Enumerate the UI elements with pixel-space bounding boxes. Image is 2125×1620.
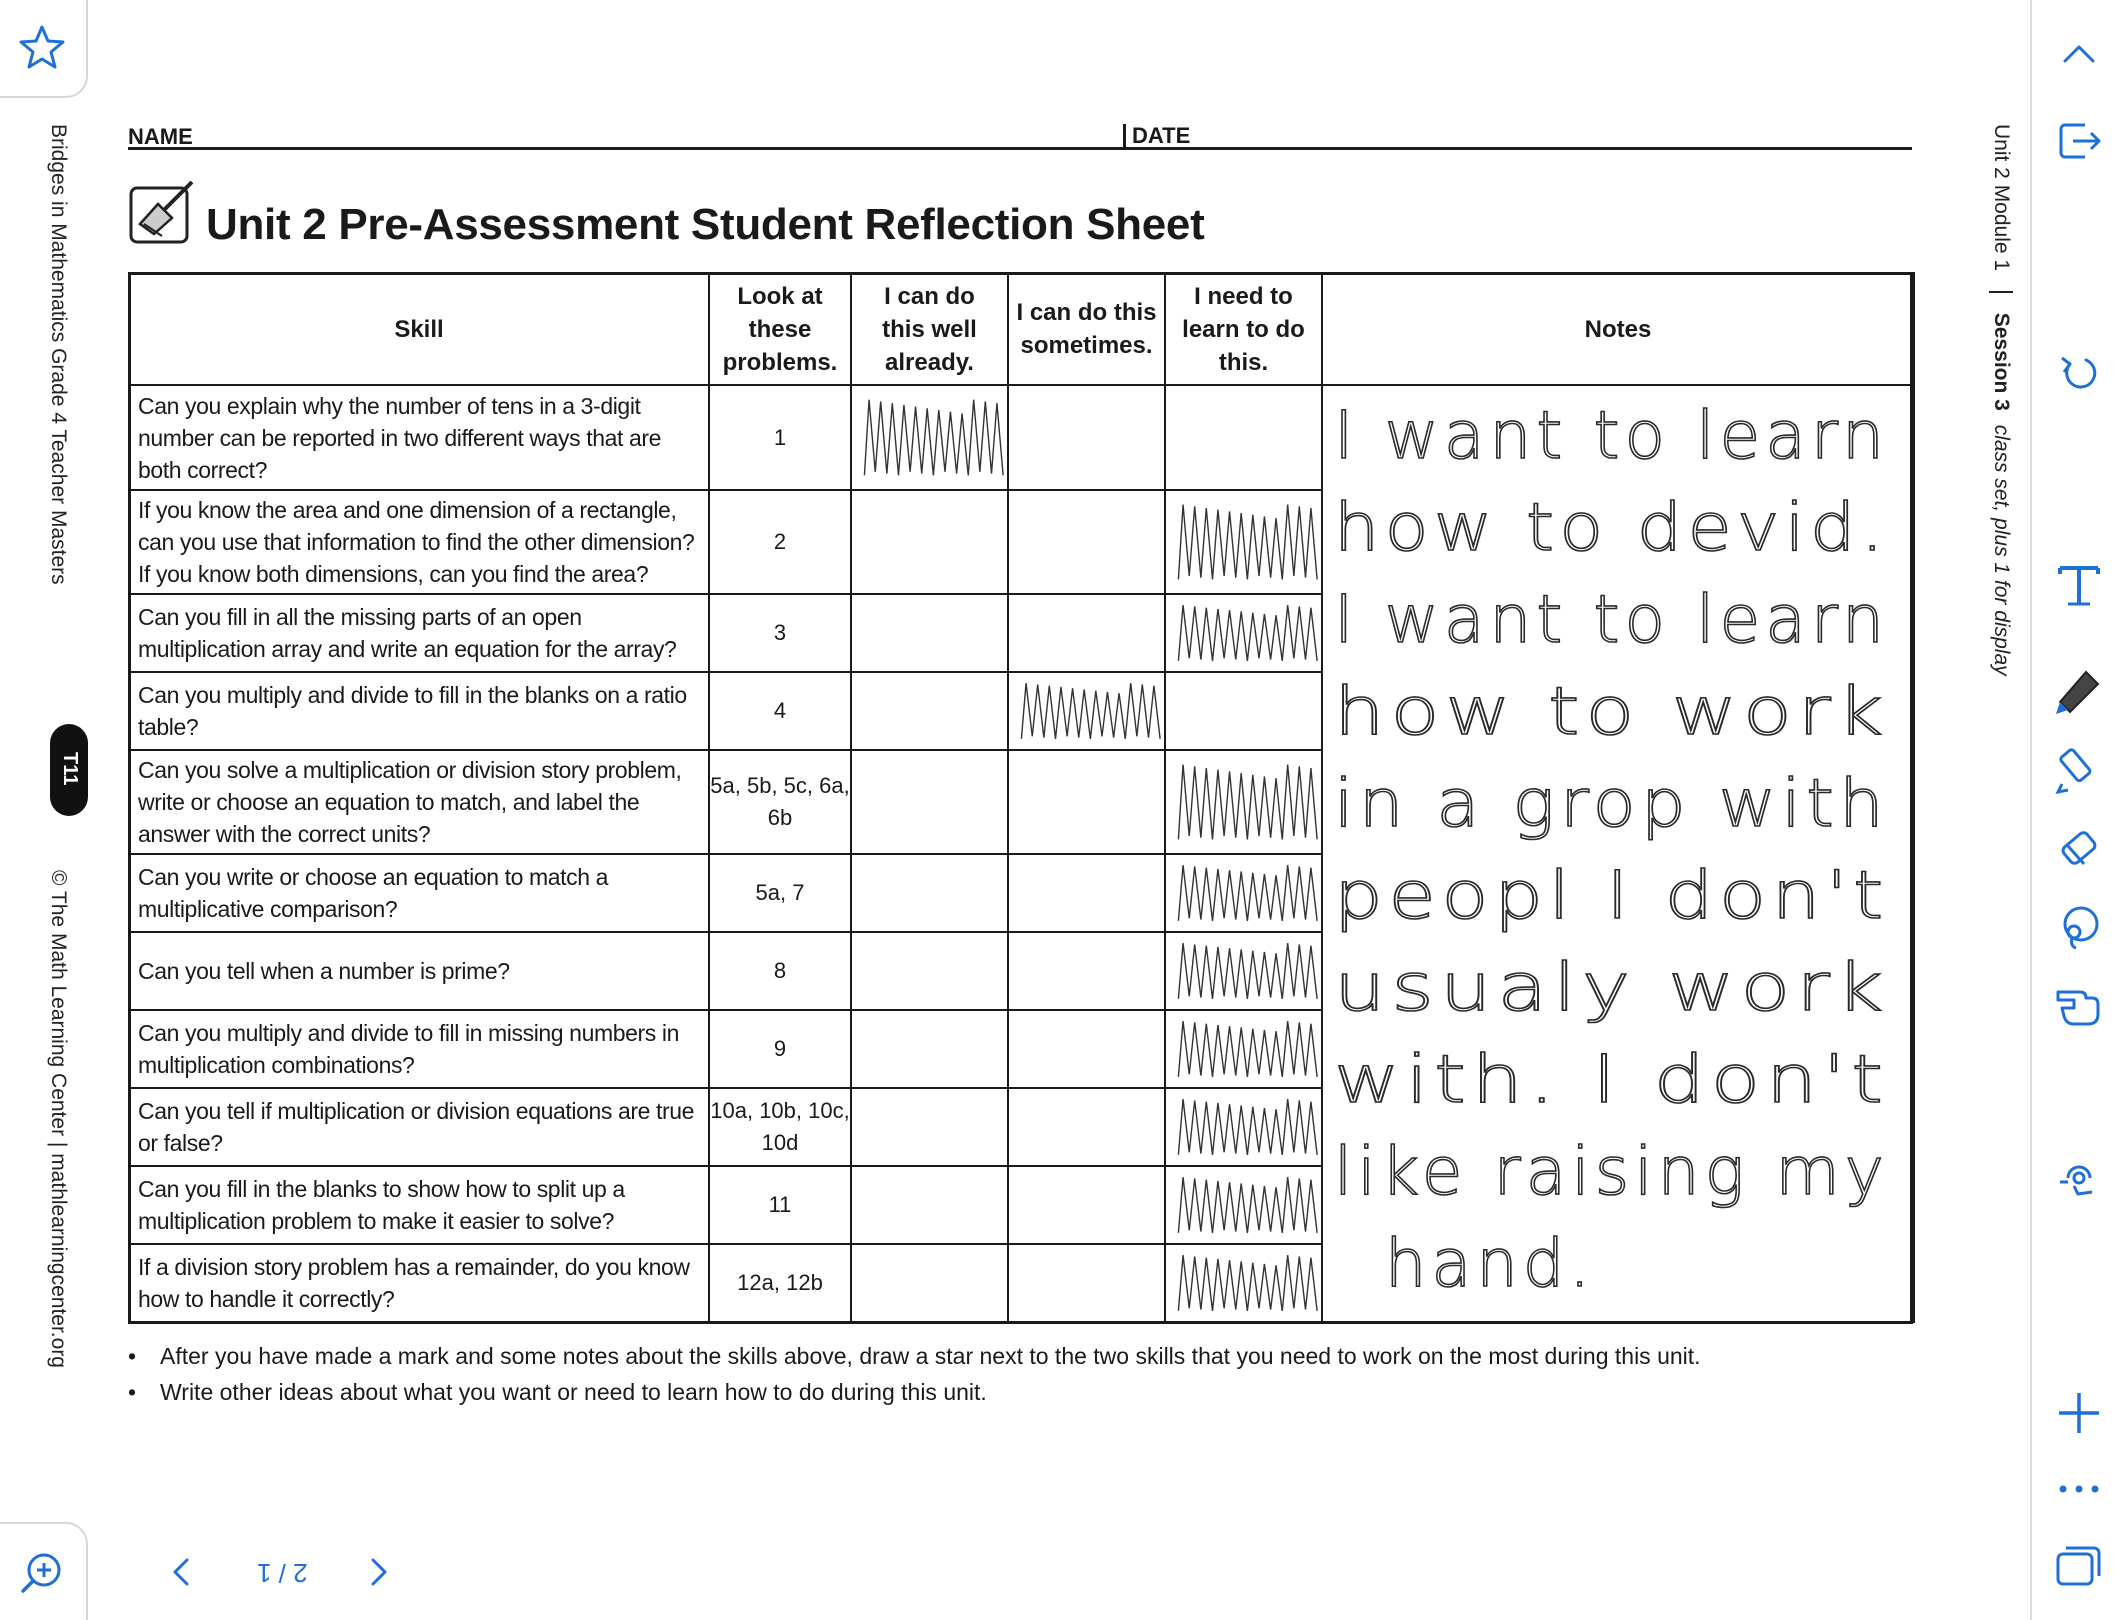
mark-cell-learn[interactable] <box>1165 594 1322 672</box>
instruction-item: • Write other ideas about what you want or need to learn how to do during this unit. <box>128 1374 1701 1410</box>
handwritten-line: hand. <box>1385 1225 1595 1302</box>
worksheet-icon <box>128 178 198 248</box>
skill-cell: Can you tell when a number is prime? <box>129 932 709 1010</box>
problems-cell: 4 <box>709 672 851 750</box>
skill-cell: Can you tell if multiplication or division equations are true or false? <box>129 1088 709 1166</box>
more-button[interactable] <box>2050 1460 2108 1518</box>
publisher-line: Bridges in Mathematics Grade 4 Teacher Masters <box>47 124 70 585</box>
chevron-up-icon <box>2057 31 2101 75</box>
mark-cell-learn[interactable] <box>1165 490 1322 594</box>
mark-cell-learn[interactable] <box>1165 1244 1322 1322</box>
pages-button[interactable] <box>2050 1536 2108 1594</box>
problems-cell: 5a, 5b, 5c, 6a, 6b <box>709 750 851 854</box>
lasso-tool-button[interactable] <box>2050 898 2108 956</box>
session-label: Unit 2 Module 1 Session 3 class set, plus 1 for display <box>1990 124 2013 676</box>
mark-cell-sometimes[interactable] <box>1008 672 1165 750</box>
mark-cell-learn[interactable] <box>1165 932 1322 1010</box>
skill-cell: Can you write or choose an equation to match a multiplicative comparison? <box>129 854 709 932</box>
problems-cell: 12a, 12b <box>709 1244 851 1322</box>
share-icon <box>2055 117 2103 165</box>
pen-icon <box>2052 662 2106 716</box>
skill-cell: Can you explain why the number of tens in a 3-digit number can be reported in two different ways that are both correct? <box>129 385 709 490</box>
previous-page-button[interactable] <box>156 1548 204 1596</box>
table-header-row <box>129 273 1914 385</box>
mark-cell-sometimes[interactable] <box>1008 854 1165 932</box>
mark-cell-sometimes[interactable] <box>1008 1244 1165 1322</box>
pen-tool-button[interactable] <box>2050 660 2108 718</box>
collapse-toolbar-button[interactable] <box>2050 24 2108 82</box>
header-sometimes: I can do this sometimes. <box>1008 273 1165 385</box>
mark-cell-well[interactable] <box>851 1088 1008 1166</box>
eraser-tool-button[interactable] <box>2050 820 2108 878</box>
mark-cell-sometimes[interactable] <box>1008 385 1165 490</box>
chevron-right-icon <box>365 1552 395 1592</box>
hand-pointer-icon <box>2052 978 2106 1032</box>
mark-cell-well[interactable] <box>851 385 1008 490</box>
handwritten-line: like raising my <box>1334 1133 1889 1210</box>
touch-mode-button[interactable] <box>2050 1148 2108 1206</box>
skill-cell: Can you multiply and divide to fill in missing numbers in multiplication combinations? <box>129 1010 709 1088</box>
mark-cell-sometimes[interactable] <box>1008 932 1165 1010</box>
next-page-button[interactable] <box>356 1548 404 1596</box>
instructions-list <box>128 1338 1701 1410</box>
mark-cell-sometimes[interactable] <box>1008 1010 1165 1088</box>
mark-cell-learn[interactable] <box>1165 385 1322 490</box>
scribble-mark <box>1166 1011 1321 1087</box>
mark-cell-well[interactable] <box>851 594 1008 672</box>
scribble-mark <box>1166 491 1321 593</box>
mark-cell-well[interactable] <box>851 1166 1008 1244</box>
header-problems: Look at these problems. <box>709 273 851 385</box>
chevron-left-icon <box>165 1552 195 1592</box>
undo-button[interactable] <box>2050 344 2108 402</box>
zoom-in-icon <box>17 1548 67 1598</box>
mark-cell-well[interactable] <box>851 490 1008 594</box>
star-icon <box>17 22 67 72</box>
scribble-mark <box>1166 933 1321 1009</box>
highlighter-tool-button[interactable] <box>2050 740 2108 798</box>
mark-cell-learn[interactable] <box>1165 1166 1322 1244</box>
pages-icon <box>2054 1540 2104 1590</box>
handwritten-line: peopl I don't <box>1334 857 1889 934</box>
handwritten-line: with. I don't <box>1334 1041 1889 1118</box>
mark-cell-well[interactable] <box>851 1010 1008 1088</box>
text-tool-button[interactable] <box>2050 556 2108 614</box>
page-title: Unit 2 Pre-Assessment Student Reflection Sheet <box>206 200 1205 249</box>
mark-cell-sometimes[interactable] <box>1008 490 1165 594</box>
lasso-icon <box>2054 902 2104 952</box>
skill-cell: Can you multiply and divide to fill in the blanks on a ratio table? <box>129 672 709 750</box>
scribble-mark <box>1166 855 1321 931</box>
mark-cell-learn[interactable] <box>1165 750 1322 854</box>
mark-cell-sometimes[interactable] <box>1008 750 1165 854</box>
skill-cell: Can you fill in all the missing parts of an open multiplication array and write an equation for the array? <box>129 594 709 672</box>
mark-cell-learn[interactable] <box>1165 1088 1322 1166</box>
mark-cell-well[interactable] <box>851 750 1008 854</box>
eraser-icon <box>2054 824 2104 874</box>
pointer-tool-button[interactable] <box>2050 976 2108 1034</box>
instruction-item: • After you have made a mark and some notes about the skills above, draw a star next to the two skills that you need to work on the most during this unit. <box>128 1338 1701 1374</box>
mark-cell-learn[interactable] <box>1165 854 1322 932</box>
problems-cell: 10a, 10b, 10c, 10d <box>709 1088 851 1166</box>
skill-cell: If you know the area and one dimension of a rectangle, can you use that information to find the other dimension? If you know both dimensions, can you find the area? <box>129 490 709 594</box>
add-button[interactable] <box>2050 1384 2108 1442</box>
header-notes: Notes <box>1322 273 1914 385</box>
annotation-toolbar <box>2030 0 2125 1620</box>
scribble-mark <box>1166 1167 1321 1243</box>
skill-cell: If a division story problem has a remainder, do you know how to handle it correctly? <box>129 1244 709 1322</box>
problems-cell: 2 <box>709 490 851 594</box>
more-icon <box>2055 1479 2103 1499</box>
mark-cell-well[interactable] <box>851 672 1008 750</box>
handwritten-notes <box>1320 386 1915 1326</box>
mark-cell-sometimes[interactable] <box>1008 1166 1165 1244</box>
skill-cell: Can you fill in the blanks to show how to split up a multiplication problem to make it easier to solve? <box>129 1166 709 1244</box>
skill-cell: Can you solve a multiplication or division story problem, write or choose an equation to match, and label the answer with the correct units? <box>129 750 709 854</box>
handwritten-line: I want to learn <box>1334 581 1889 658</box>
mark-cell-sometimes[interactable] <box>1008 1088 1165 1166</box>
share-button[interactable] <box>2050 112 2108 170</box>
mark-cell-learn[interactable] <box>1165 672 1322 750</box>
handwritten-line: I want to learn <box>1334 397 1889 474</box>
mark-cell-well[interactable] <box>851 854 1008 932</box>
problems-cell: 9 <box>709 1010 851 1088</box>
problems-cell: 3 <box>709 594 851 672</box>
touch-icon <box>2054 1152 2104 1202</box>
copyright-line: © The Math Learning Center | mathlearningcenter.org <box>47 870 70 1368</box>
problems-cell: 5a, 7 <box>709 854 851 932</box>
scribble-mark <box>852 386 1007 489</box>
page-indicator: 2 / 1 <box>256 1557 308 1588</box>
zoom-button[interactable] <box>0 1522 88 1620</box>
mark-cell-well[interactable] <box>851 932 1008 1010</box>
scribble-mark <box>1166 595 1321 671</box>
undo-icon <box>2056 350 2102 396</box>
scribble-mark <box>1166 751 1321 853</box>
text-tool-icon <box>2054 560 2104 610</box>
page-badge: T11 <box>50 724 88 816</box>
left-rail <box>0 0 88 1620</box>
name-label: NAME <box>128 124 193 149</box>
mark-cell-well[interactable] <box>851 1244 1008 1322</box>
handwritten-line: in a grop with <box>1334 765 1889 842</box>
problems-cell: 1 <box>709 385 851 490</box>
problems-cell: 11 <box>709 1166 851 1244</box>
scribble-mark <box>1166 1245 1321 1321</box>
date-label: DATE <box>1123 124 1190 150</box>
handwritten-line: how to work <box>1334 673 1889 750</box>
mark-cell-sometimes[interactable] <box>1008 594 1165 672</box>
add-icon <box>2055 1389 2103 1437</box>
mark-cell-learn[interactable] <box>1165 1010 1322 1088</box>
header-learn: I need to learn to do this. <box>1165 273 1322 385</box>
problems-cell: 8 <box>709 932 851 1010</box>
handwritten-line: usualy work <box>1334 949 1889 1026</box>
scribble-mark <box>1009 673 1164 749</box>
header-skill: Skill <box>129 273 709 385</box>
header-well: I can do this well already. <box>851 273 1008 385</box>
scribble-mark <box>1166 1089 1321 1165</box>
favorite-button[interactable] <box>0 0 88 98</box>
handwritten-line: how to devid. <box>1334 489 1889 566</box>
highlighter-icon <box>2054 744 2104 794</box>
name-date-line <box>128 122 1912 150</box>
